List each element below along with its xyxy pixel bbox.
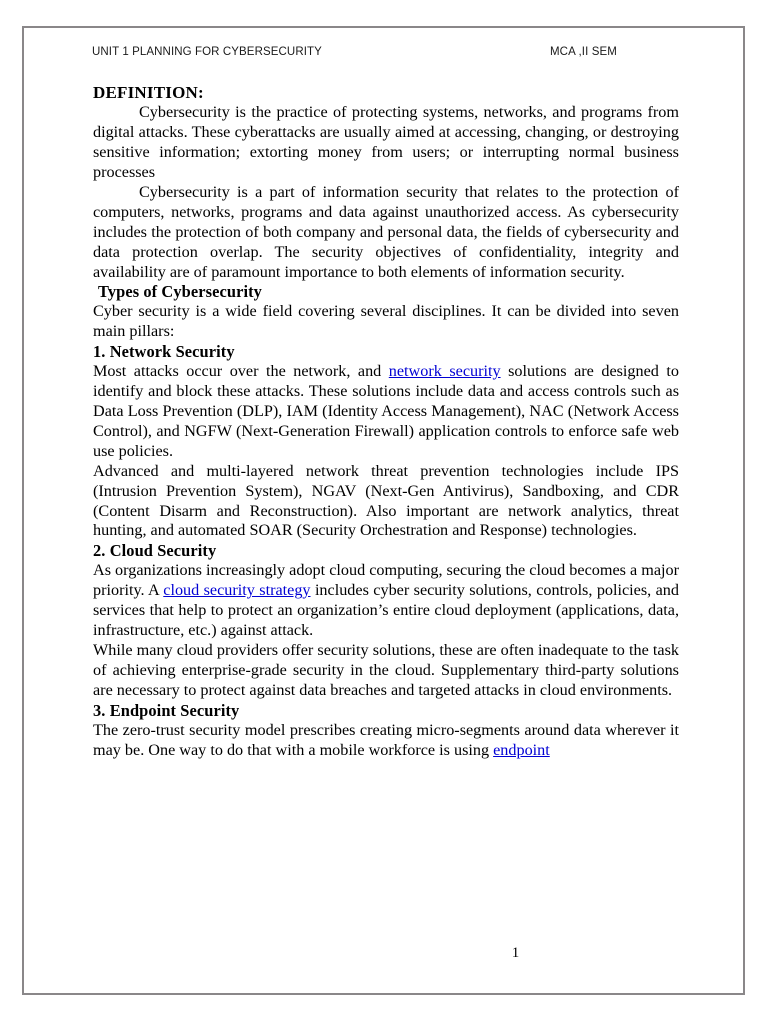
- cloud-security-p1-text-before-link: As organizations increasingly adopt cloud computing, securing the cloud becomes a major priority. A: [93, 561, 679, 600]
- network-security-p1-text-after-link: solutions are designed to identify and block these attacks. These solutions include data and access controls such as Data Loss Prevention (DLP), IAM (Identity Access Management), NAC (Network Access Control), and NGFW (Next-Generation Firewall) application controls to enforce safe web use policies.: [93, 362, 680, 460]
- section-heading-cloud-security: 2. Cloud Security: [93, 541, 217, 561]
- endpoint-link[interactable]: endpoint: [493, 740, 550, 759]
- network-security-p1-text-before-link: Most attacks occur over the network, and: [93, 362, 389, 381]
- endpoint-security-p1-text-before-link: The zero-trust security model prescribes creating micro-segments around data wherever it may be. One way to do that with a mobile workforce is using: [93, 720, 679, 759]
- cloud-security-paragraph-2: While many cloud providers offer security solutions, these are often inadequate to the task of achieving enterprise-grade security in the cloud. Supplementary third-party solutions are necessary to protect against data breaches and targeted attacks in cloud environments.: [93, 641, 679, 699]
- definition-paragraph-2: Cybersecurity is a part of information security that relates to the protection of computers, networks, programs and data against unauthorized access. As cybersecurity includes the protection of both company and personal data, the fields of cybersecurity and data protection overlap. The security objectives of confidentiality, integrity and availability are of paramount importance to both elements of information security.: [93, 182, 679, 281]
- definition-heading: DEFINITION:: [93, 83, 204, 102]
- network-security-paragraph-2: Advanced and multi-layered network threat prevention technologies include IPS (Intrusion Prevention System), NGAV (Next-Gen Antivirus), Sandboxing, and CDR (Content Disarm and Reconstruction). Also important are network analytics, threat hunting, and automated SOAR (Security Orchestration and Response) technologies.: [93, 461, 679, 540]
- types-intro-paragraph: Cyber security is a wide field covering several disciplines. It can be divided into seven main pillars:: [93, 302, 679, 341]
- section-heading-network-security: 1. Network Security: [93, 342, 235, 362]
- network-security-link[interactable]: network security: [388, 362, 501, 381]
- document-body: [93, 82, 679, 761]
- running-header: [92, 46, 692, 64]
- document-page: [22, 26, 745, 995]
- header-left-text: UNIT 1 PLANNING FOR CYBERSECURITY: [92, 46, 322, 58]
- page-number: 1: [511, 945, 520, 961]
- types-of-cybersecurity-heading: Types of Cybersecurity: [98, 282, 262, 302]
- section-heading-endpoint-security: 3. Endpoint Security: [93, 700, 240, 720]
- network-security-paragraph-1: [93, 362, 679, 462]
- cloud-security-paragraph-1: [93, 561, 679, 641]
- header-right-text: MCA ,II SEM: [550, 46, 617, 58]
- definition-paragraph-1: Cybersecurity is the practice of protecting systems, networks, and programs from digital attacks. These cyberattacks are usually aimed at accessing, changing, or destroying sensitive information; extorting money from users; or interrupting normal business processes: [93, 103, 679, 181]
- cloud-security-strategy-link[interactable]: cloud security strategy: [163, 581, 311, 600]
- endpoint-security-paragraph-1: [93, 721, 679, 761]
- cloud-security-p1-text-after-link: includes cyber security solutions, controls, policies, and services that help to protect an organization’s entire cloud deployment (applications, data, infrastructure, etc.) against attack.: [93, 581, 679, 640]
